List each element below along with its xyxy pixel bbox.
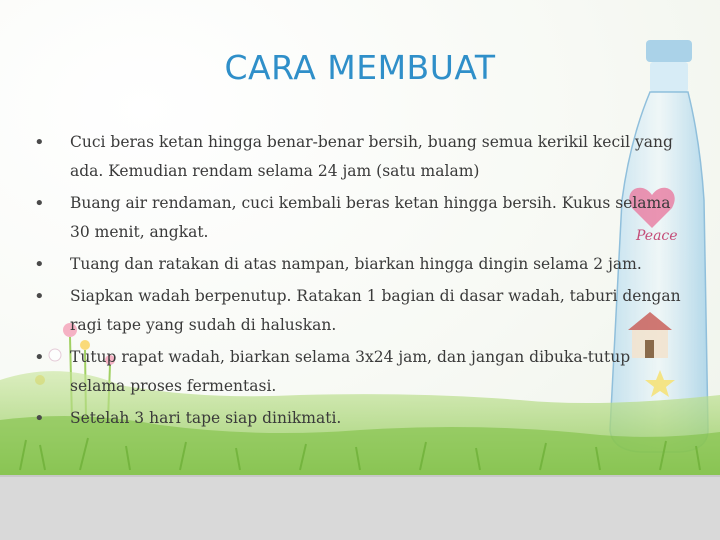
bullet-dot-icon: • xyxy=(34,347,45,368)
list-item xyxy=(30,343,690,401)
slide-title: CARA MEMBUAT xyxy=(224,48,496,87)
list-item xyxy=(30,250,690,279)
bullet-dot-icon: • xyxy=(34,193,45,214)
bullet-dot-icon: • xyxy=(34,286,45,307)
step-text: Buang air rendaman, cuci kembali beras ketan hingga bersih. Kukus selama 30 menit, angkat. xyxy=(70,194,671,241)
footer-band xyxy=(0,475,720,540)
list-item xyxy=(30,282,690,340)
list-item xyxy=(30,128,690,186)
step-text: Setelah 3 hari tape siap dinikmati. xyxy=(70,409,342,427)
list-item xyxy=(30,189,690,247)
step-text: Siapkan wadah berpenutup. Ratakan 1 bagian di dasar wadah, taburi dengan ragi tape yang sudah di haluskan. xyxy=(70,287,681,334)
bullet-dot-icon: • xyxy=(34,254,45,275)
list-item xyxy=(30,404,690,433)
step-text: Cuci beras ketan hingga benar-benar bersih, buang semua kerikil kecil yang ada. Kemudian rendam selama 24 jam (satu malam) xyxy=(70,133,673,180)
bullet-dot-icon: • xyxy=(34,408,45,429)
steps-list xyxy=(30,128,690,436)
bottle-peace-text: Peace xyxy=(636,228,678,244)
step-text: Tuang dan ratakan di atas nampan, biarkan hingga dingin selama 2 jam. xyxy=(70,255,642,273)
bullet-dot-icon: • xyxy=(34,132,45,153)
step-text: Tutup rapat wadah, biarkan selama 3x24 jam, dan jangan dibuka-tutup selama proses fermentasi. xyxy=(70,348,631,395)
